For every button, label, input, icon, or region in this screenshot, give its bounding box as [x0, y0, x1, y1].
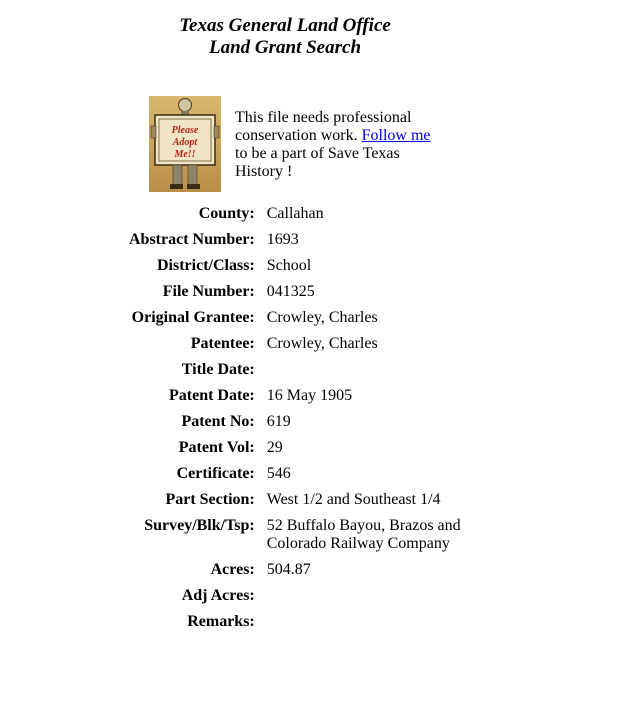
district-class-label: District/Class:	[156, 257, 255, 274]
adopt-text-after: to be a part of Save Texas History !	[235, 145, 400, 180]
record-row-adj-acres	[124, 587, 468, 605]
original-grantee-label: Original Grantee:	[131, 309, 255, 326]
adopt-me-message	[235, 109, 445, 181]
county-value: Callahan	[266, 205, 324, 222]
certificate-label: Certificate:	[176, 465, 255, 482]
county-label: County:	[198, 205, 255, 222]
svg-text:Me!!: Me!!	[174, 149, 196, 160]
record-row-patent-vol	[124, 439, 468, 457]
please-adopt-me-image[interactable]	[149, 96, 221, 192]
adopt-text-before: This file needs professional conservation work.	[235, 109, 412, 144]
record-row-part-section	[124, 491, 468, 509]
part-section-value: West 1/2 and Southeast 1/4	[266, 491, 441, 508]
adj-acres-label: Adj Acres:	[181, 587, 255, 604]
original-grantee-value: Crowley, Charles	[266, 309, 378, 326]
follow-me-link[interactable]: Follow me	[361, 127, 431, 144]
patentee-label: Patentee:	[190, 335, 255, 352]
record-row-district-class	[124, 257, 468, 275]
acres-value: 504.87	[266, 561, 311, 578]
file-number-value: 041325	[266, 283, 315, 300]
remarks-value	[262, 613, 468, 631]
patentee-value: Crowley, Charles	[266, 335, 378, 352]
title-date-label: Title Date:	[181, 361, 255, 378]
page-title-line-1: Texas General Land Office	[179, 15, 391, 36]
record-row-certificate	[124, 465, 468, 483]
patent-vol-label: Patent Vol:	[178, 439, 255, 456]
record-row-patent-no	[124, 413, 468, 431]
record-row-abstract-number	[124, 231, 468, 249]
adopt-me-banner	[149, 96, 449, 192]
patent-date-label: Patent Date:	[169, 387, 255, 404]
record-row-acres	[124, 561, 468, 579]
title-date-value	[262, 361, 468, 379]
patent-date-value: 16 May 1905	[266, 387, 353, 404]
land-grant-record-table	[122, 197, 470, 639]
record-row-patent-date	[124, 387, 468, 405]
page-title-line-2: Land Grant Search	[208, 37, 362, 58]
record-row-patentee	[124, 335, 468, 353]
part-section-label: Part Section:	[165, 491, 255, 508]
patent-no-label: Patent No:	[181, 413, 255, 430]
record-row-file-number	[124, 283, 468, 301]
page-title	[0, 15, 570, 59]
svg-text:Please: Please	[171, 125, 199, 136]
record-row-remarks	[124, 613, 468, 631]
acres-label: Acres:	[210, 561, 255, 578]
record-row-original-grantee	[124, 309, 468, 327]
abstract-number-value: 1693	[266, 231, 299, 248]
record-row-title-date	[124, 361, 468, 379]
patent-no-value: 619	[266, 413, 291, 430]
svg-text:Adopt: Adopt	[172, 137, 198, 148]
district-class-value: School	[266, 257, 312, 274]
certificate-value: 546	[266, 465, 291, 482]
survey-blk-tsp-value: 52 Buffalo Bayou, Brazos and Colorado Railway Company	[266, 517, 461, 552]
adj-acres-value	[262, 587, 468, 605]
remarks-label: Remarks:	[187, 613, 255, 630]
survey-blk-tsp-label: Survey/Blk/Tsp:	[144, 517, 255, 534]
record-row-county	[124, 205, 468, 223]
file-number-label: File Number:	[162, 283, 255, 300]
record-row-survey-blk-tsp	[124, 517, 468, 553]
patent-vol-value: 29	[266, 439, 283, 456]
abstract-number-label: Abstract Number:	[129, 231, 255, 248]
